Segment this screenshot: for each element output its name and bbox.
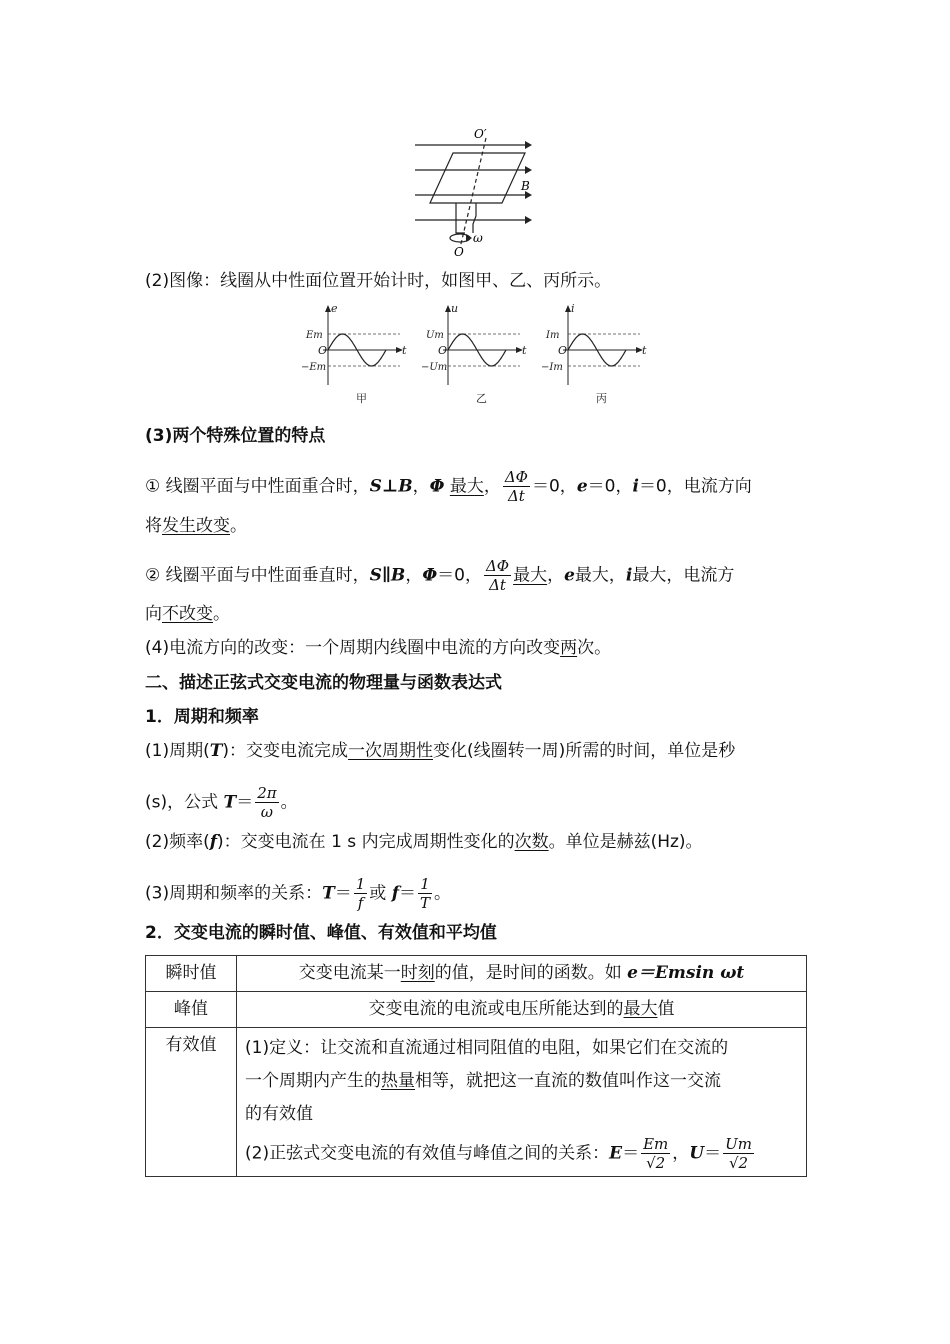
label-o-prime: O′ <box>474 128 487 141</box>
table-cell-instant: 交变电流某一时刻的值，是时间的函数。如 e＝Emsin ωt <box>237 956 807 992</box>
paragraph-period: (1)周期(T)：交变电流完成一次周期性变化(线圈转一周)所需的时间，单位是秒 <box>145 741 736 761</box>
heading-period-frequency: 1．周期和频率 <box>145 707 259 727</box>
graph-caption: 乙 <box>476 392 487 405</box>
heading-quantities: 二、描述正弦式交变电流的物理量与函数表达式 <box>145 673 502 693</box>
table-row <box>146 1028 807 1177</box>
axis-y-label: e <box>331 302 338 315</box>
table-head-instant: 瞬时值 <box>146 956 237 992</box>
paragraph-coincide-cont: 将发生改变。 <box>145 516 247 536</box>
table-cell-peak: 交变电流的电流或电压所能达到的最大值 <box>237 992 807 1028</box>
paragraph-coincide: ① 线圈平面与中性面重合时，S⊥B，Φ 最大， $\frac{\Delta\Phi}{\Delta t}$ ＝0，e＝0，i＝0，电流方向 <box>145 468 752 505</box>
sine-graphs <box>298 300 658 412</box>
coil-diagram <box>410 128 540 260</box>
label-o: O <box>454 245 464 259</box>
peak-label: Im <box>546 330 560 341</box>
answer-max-2: 最大 <box>513 565 548 586</box>
origin-label: O <box>558 344 568 357</box>
graph-2 <box>541 302 647 405</box>
answer-no-change: 不改变 <box>162 604 213 624</box>
answer-one-cycle: 一次周期性 <box>348 741 434 761</box>
label-b: B <box>521 179 530 193</box>
answer-moment: 时刻 <box>400 963 435 983</box>
table-row <box>146 956 807 992</box>
answer-count: 次数 <box>514 832 549 852</box>
peak-label: Em <box>306 330 323 341</box>
answer-max: 最大 <box>449 476 484 497</box>
answer-change: 发生改变 <box>162 516 230 536</box>
section-graphs-text: (2)图像：线圈从中性面位置开始计时，如图甲、乙、丙所示。 <box>145 271 612 291</box>
heading-values: 2．交变电流的瞬时值、峰值、有效值和平均值 <box>145 923 497 943</box>
answer-twice: 两 <box>560 638 578 658</box>
table-head-effective: 有效值 <box>146 1028 237 1177</box>
table-head-peak: 峰值 <box>146 992 237 1028</box>
paragraph-relation: (3)周期和频率的关系：T＝ $\frac{1}{f}$ 或 f＝ $\frac{1}{T}$ 。 <box>145 875 452 912</box>
paragraph-period-formula: (s)，公式 T＝ $\frac{2\pi}{\omega}$ 。 <box>145 784 298 821</box>
paragraph-perpendicular-cont: 向不改变。 <box>145 604 230 624</box>
neg-peak-label: −Um <box>421 362 448 373</box>
neg-peak-label: −Em <box>301 362 327 373</box>
section-special-title: (3)两个特殊位置的特点 <box>145 426 326 446</box>
table-row <box>146 992 807 1028</box>
relation-fraction-2: $\frac{1}{T}$ <box>420 875 431 912</box>
graph-0 <box>301 302 407 405</box>
graph-caption: 丙 <box>596 392 607 405</box>
flux-rate-fraction-2: $\frac{\Delta\Phi}{\Delta t}$ <box>485 557 510 594</box>
values-table <box>145 955 807 1177</box>
axis-y-label: u <box>451 302 459 315</box>
axis-x-label: t <box>522 344 527 357</box>
table-cell-effective: (1)定义：让交流和直流通过相同阻值的电阻，如果它们在交流的 一个周期内产生的热量相等，就把这一直流的数值叫作这一交流 的有效值 (2)正弦式交变电流的有效值与峰值之间的关系：E＝ $\frac{Em}{√2}$ ，U＝ $\frac{Um}{√2}$ <box>237 1028 807 1177</box>
graph-1 <box>421 302 527 405</box>
peak-label: Um <box>426 330 444 341</box>
relation-fraction-1: $\frac{1}{f}$ <box>355 875 366 912</box>
axis-y-label: i <box>571 302 575 315</box>
axis-x-label: t <box>642 344 647 357</box>
paragraph-frequency: (2)频率(f)：交变电流在 1 s 内完成周期性变化的次数。单位是赫兹(Hz)。 <box>145 832 703 852</box>
graph-caption: 甲 <box>356 392 367 405</box>
section-direction-change: (4)电流方向的改变：一个周期内线圈中电流的方向改变两次。 <box>145 638 612 658</box>
origin-label: O <box>438 344 448 357</box>
origin-label: O <box>318 344 328 357</box>
flux-rate-fraction: $\frac{\Delta\Phi}{\Delta t}$ <box>504 468 528 505</box>
paragraph-perpendicular: ② 线圈平面与中性面垂直时，S∥B，Φ＝0， $\frac{\Delta\Phi}{\Delta t}$ 最大，e最大，i最大，电流方 <box>145 557 735 594</box>
effective-e-fraction: $\frac{Em}{√2}$ <box>643 1135 669 1172</box>
answer-maximum: 最大 <box>623 999 658 1019</box>
label-omega: ω <box>473 231 483 245</box>
neg-peak-label: −Im <box>541 362 563 373</box>
period-fraction: $\frac{2\pi}{\omega}$ <box>257 784 277 821</box>
effective-u-fraction: $\frac{Um}{√2}$ <box>725 1135 752 1172</box>
axis-x-label: t <box>402 344 407 357</box>
answer-heat: 热量 <box>381 1071 415 1091</box>
